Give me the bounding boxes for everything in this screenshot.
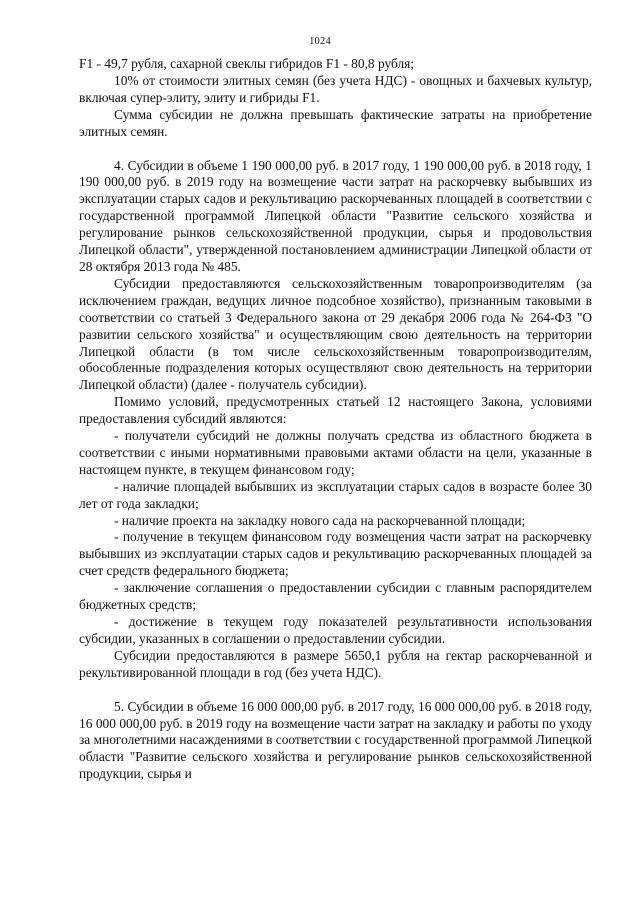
paragraph: - заключение соглашения о предоставлении субсидии с главным распорядителем бюджетных средств; — [79, 580, 592, 613]
paragraph: Субсидии предоставляются в размере 5650,1 рубля на гектар раскорчеванной и рекультивированной площади в год (без учета НДС). — [79, 647, 592, 680]
paragraph: - достижение в текущем году показателей результативности использования субсидии, указанных в соглашении о предоставлении субсидии. — [79, 614, 592, 646]
paragraph: Сумма субсидии не должна превышать фактические затраты на приобретение элитных семян. — [79, 106, 592, 139]
paragraph: - получатели субсидий не должны получать средства из областного бюджета в соответствии с иными нормативными правовыми актами области на цели, указанные в настоящем пункте, в текущем финансовом году; — [79, 428, 592, 477]
paragraph: Помимо условий, предусмотренных статьей 12 настоящего Закона, условиями предоставления субсидий являются: — [79, 394, 592, 427]
paragraph: 4. Субсидии в объеме 1 190 000,00 руб. в 2017 году, 1 190 000,00 руб. в 2018 году, 1 190 000,00 руб. в 2019 году на возмещение части затрат на раскорчевку выбывших из эксплуатации старых садов и рекультивацию раскорчеванных площадей в соответствии с государственной программой Липецкой области "Развитие сельского хозяйства и регулирование рынков сельскохозяйственной продукции, сырья и продовольствия Липецкой области", утвержденной постановлением администрации Липецкой области от 28 октября 2013 года № 485. — [79, 157, 592, 274]
paragraph: 5. Субсидии в объеме 16 000 000,00 руб. в 2017 году, 16 000 000,00 руб. в 2018 году, 16 000 000,00 руб. в 2019 году на возмещение части затрат на закладку и работы по уходу за многолетними насаждениями в соответствии с государственной программой Липецкой области "Развитие сельского хозяйства и регулирование рынков сельскохозяйственной продукции, сырья и — [79, 698, 592, 782]
paragraph-spacer — [79, 682, 592, 699]
document-body — [79, 56, 592, 783]
paragraph: - наличие площадей выбывших из эксплуатации старых садов в возрасте более 30 лет от года закладки; — [79, 478, 592, 511]
page-number: 1024 — [309, 36, 331, 47]
paragraph: Субсидии предоставляются сельскохозяйственным товаропроизводителям (за исключением граждан, ведущих личное подсобное хозяйство), признанным таковыми в соответствии со статьей 3 Федерального закона от 29 декабря 2006 года № 264-ФЗ "О развитии сельского хозяйства" и осуществляющим свою деятельность на территории Липецкой области (в том числе сельскохозяйственным товаропроизводителям, обособленные подразделения которых осуществляют свою деятельность на территории Липецкой области) (далее - получатель субсидии). — [79, 275, 592, 393]
paragraph: - наличие проекта на закладку нового сада на раскорчеванной площади; — [114, 512, 526, 528]
paragraph: - получение в текущем финансовом году возмещения части затрат на раскорчевку выбывших из эксплуатации старых садов и рекультивацию раскорчеванных площадей за счет средств федерального бюджета; — [79, 529, 592, 579]
paragraph: F1 - 49,7 рубля, сахарной свеклы гибридов F1 - 80,8 рубля; — [79, 56, 415, 71]
paragraph-spacer — [79, 141, 592, 158]
paragraph: 10% от стоимости элитных семян (без учета НДС) - овощных и бахчевых культур, включая супер-элиту, элиту и гибриды F1. — [79, 72, 592, 105]
